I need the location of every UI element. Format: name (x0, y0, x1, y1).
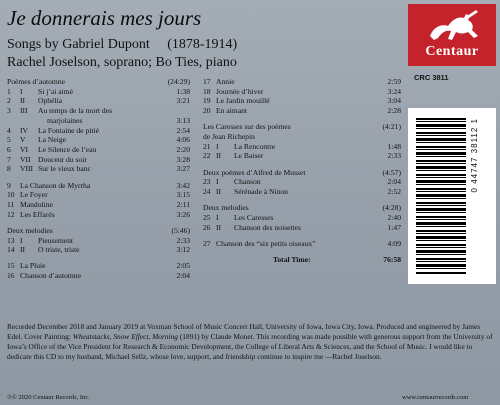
track-duration: 1:48 (387, 141, 401, 151)
track-duration: 2:04 (387, 177, 401, 187)
centaur-icon (408, 6, 496, 48)
track-number: 7 (7, 154, 11, 164)
track-duration: 3:15 (176, 190, 190, 200)
track-title: Journée d’hiver (216, 86, 264, 96)
track-duration: 2:54 (176, 125, 190, 135)
movement-number: I (216, 212, 219, 222)
movement-number: I (216, 177, 219, 187)
track-number: 21 (203, 141, 211, 151)
track-duration: 4:09 (387, 238, 401, 248)
notes-part-1: Recorded December 2018 and January 2019 at Voxman School of Music Concert Hall, University of Iowa, Iowa City, Iowa. Produced and engineered by James Edel. Cover Painting: (7, 322, 481, 341)
track-number: 1 (7, 86, 11, 96)
track-title: La Chanson de Myrrha (20, 180, 91, 190)
track-duration: 2:20 (176, 144, 190, 154)
track-duration: 2:59 (387, 77, 401, 86)
total-duration: 76:58 (383, 255, 401, 264)
movement-number: I (20, 86, 23, 96)
track-title: Chanson d’automne (20, 271, 81, 281)
track-number: 10 (7, 190, 15, 200)
movement-number: VII (20, 154, 31, 164)
track-number: 15 (7, 261, 15, 271)
section-duration: (5:46) (171, 225, 190, 235)
movement-number: II (20, 245, 26, 255)
track-number: 5 (7, 135, 11, 145)
track-title: Chanson des “six petits oiseaux” (216, 238, 316, 248)
performers: Rachel Joselson, soprano; Bo Ties, piano (7, 55, 237, 70)
total-label: Total Time: (273, 255, 311, 264)
track-number: 22 (203, 151, 211, 161)
copyright: ℗© 2020 Centaur Records, Inc. (7, 394, 90, 401)
barcode-digits: 0 44747 38112 1 (470, 118, 479, 193)
track-title: Douceur du soir (38, 154, 87, 164)
track-duration: 3:27 (176, 164, 190, 174)
track-duration: 3:28 (176, 154, 190, 164)
track-title: Le Silence de l’eau (38, 144, 97, 154)
track-duration: 3:42 (176, 180, 190, 190)
track-duration: 2:52 (387, 187, 401, 196)
track-duration: 2:33 (387, 151, 401, 161)
track-title: Les Caresses (234, 212, 274, 222)
track-title: La Fontaine de pitié (38, 125, 99, 135)
track-title-continued: marjolaines (47, 115, 83, 125)
logo-text: Centaur (425, 44, 479, 59)
track-duration: 1:38 (176, 86, 190, 96)
section-duration: (24:29) (167, 77, 190, 86)
track-title: La Rencontre (234, 141, 276, 151)
track-title: Si j’ai aimé (38, 86, 74, 96)
track-duration: 2:33 (176, 235, 190, 245)
section-duration: (4:57) (382, 167, 401, 177)
movement-number: I (20, 235, 23, 245)
track-number: 13 (7, 235, 15, 245)
section-title: Les Caresses sur des poèmes (203, 122, 291, 132)
track-number: 25 (203, 212, 211, 222)
track-title: Le Jardin mouillé (216, 96, 270, 106)
track-duration: 3:26 (176, 209, 190, 219)
track-title: Ophélia (38, 96, 63, 106)
track-title: Sur le vieux banc (38, 164, 91, 174)
track-duration: 3:21 (176, 96, 190, 106)
track-duration: 2:05 (176, 261, 190, 271)
track-number: 17 (203, 77, 211, 86)
album-subtitle (7, 37, 237, 53)
track-number: 23 (203, 177, 211, 187)
track-number: 12 (7, 209, 15, 219)
track-number: 9 (7, 180, 11, 190)
track-number: 11 (7, 199, 15, 209)
section-duration: (4:28) (382, 203, 401, 213)
track-number: 6 (7, 144, 11, 154)
barcode-bars (416, 118, 466, 274)
movement-number: II (216, 151, 222, 161)
track-number: 2 (7, 96, 11, 106)
track-duration: 3:24 (387, 86, 401, 96)
website-link[interactable]: www.centaurrecords.com (402, 394, 469, 401)
track-duration: 2:11 (176, 199, 190, 209)
movement-number: VI (20, 144, 29, 154)
track-title: Sérénade à Ninon (234, 187, 288, 196)
section-title: Deux poèmes d’Alfred de Musset (203, 167, 306, 177)
movement-number: II (216, 222, 222, 232)
track-title: La Neige (38, 135, 67, 145)
section-title: de Jean Richepin (203, 132, 255, 141)
track-duration: 1:47 (387, 222, 401, 232)
track-title: Annie (216, 77, 235, 86)
track-number: 3 (7, 106, 11, 116)
album-title: Je donnerais mes jours (7, 6, 202, 30)
movement-number: II (216, 187, 222, 196)
section-duration: (4:21) (382, 122, 401, 132)
track-title: Mandoline (20, 199, 53, 209)
track-number: 27 (203, 238, 211, 248)
notes-part-2: (1891) by Claude Monet. This recording was made possible with generous support from the University of Iowa’s Office of the Vice President for Research & Economic Development, the College of Liberal Arts & Sciences, and the School of Music. I would like to dedicate this CD to my husband, Michael Sellz, whose love, support, and friendship continue to inspire me —Rachel Joselson. (7, 332, 493, 361)
section-title: Deux melodies (7, 225, 53, 235)
painting-title: Wheatstacks, Snow Effect, Morning (72, 332, 178, 341)
track-title: O triste, triste (38, 245, 80, 255)
track-title: Chanson (234, 177, 261, 187)
track-duration: 3:13 (176, 115, 190, 125)
track-number: 14 (7, 245, 15, 255)
composer-years: (1878-1914) (167, 37, 238, 52)
subtitle-text: Songs by Gabriel Dupont (7, 37, 150, 52)
track-title: Le Foyer (20, 190, 48, 200)
track-title: Au temps de la mort des (38, 106, 113, 116)
track-title: Le Baiser (234, 151, 264, 161)
track-title: La Pluie (20, 261, 46, 271)
track-number: 4 (7, 125, 11, 135)
track-title: Pieusement (38, 235, 74, 245)
movement-number: I (216, 141, 219, 151)
movement-number: VIII (20, 164, 34, 174)
track-number: 26 (203, 222, 211, 232)
track-duration: 3:12 (176, 245, 190, 255)
movement-number: III (20, 106, 28, 116)
track-duration: 4:06 (176, 135, 190, 145)
barcode (408, 108, 496, 284)
section-title: Deux melodies (203, 203, 249, 213)
track-title: Chanson des noisettes (234, 222, 302, 232)
track-title: Les Effarés (20, 209, 55, 219)
catalog-number: CRC 3811 (414, 73, 449, 82)
track-duration: 3:04 (387, 96, 401, 106)
track-title: En aimant (216, 106, 247, 116)
centaur-logo (408, 4, 496, 66)
track-number: 16 (7, 271, 15, 281)
track-number: 18 (203, 86, 211, 96)
liner-notes (7, 322, 493, 362)
track-number: 24 (203, 187, 211, 196)
track-number: 19 (203, 96, 211, 106)
section-title: Poèmes d’automne (7, 77, 65, 86)
track-duration: 2:28 (387, 106, 401, 116)
track-duration: 2:40 (387, 212, 401, 222)
track-duration: 2:04 (176, 271, 190, 281)
track-number: 8 (7, 164, 11, 174)
movement-number: II (20, 96, 26, 106)
movement-number: IV (20, 125, 29, 135)
movement-number: V (20, 135, 26, 145)
track-number: 20 (203, 106, 211, 116)
